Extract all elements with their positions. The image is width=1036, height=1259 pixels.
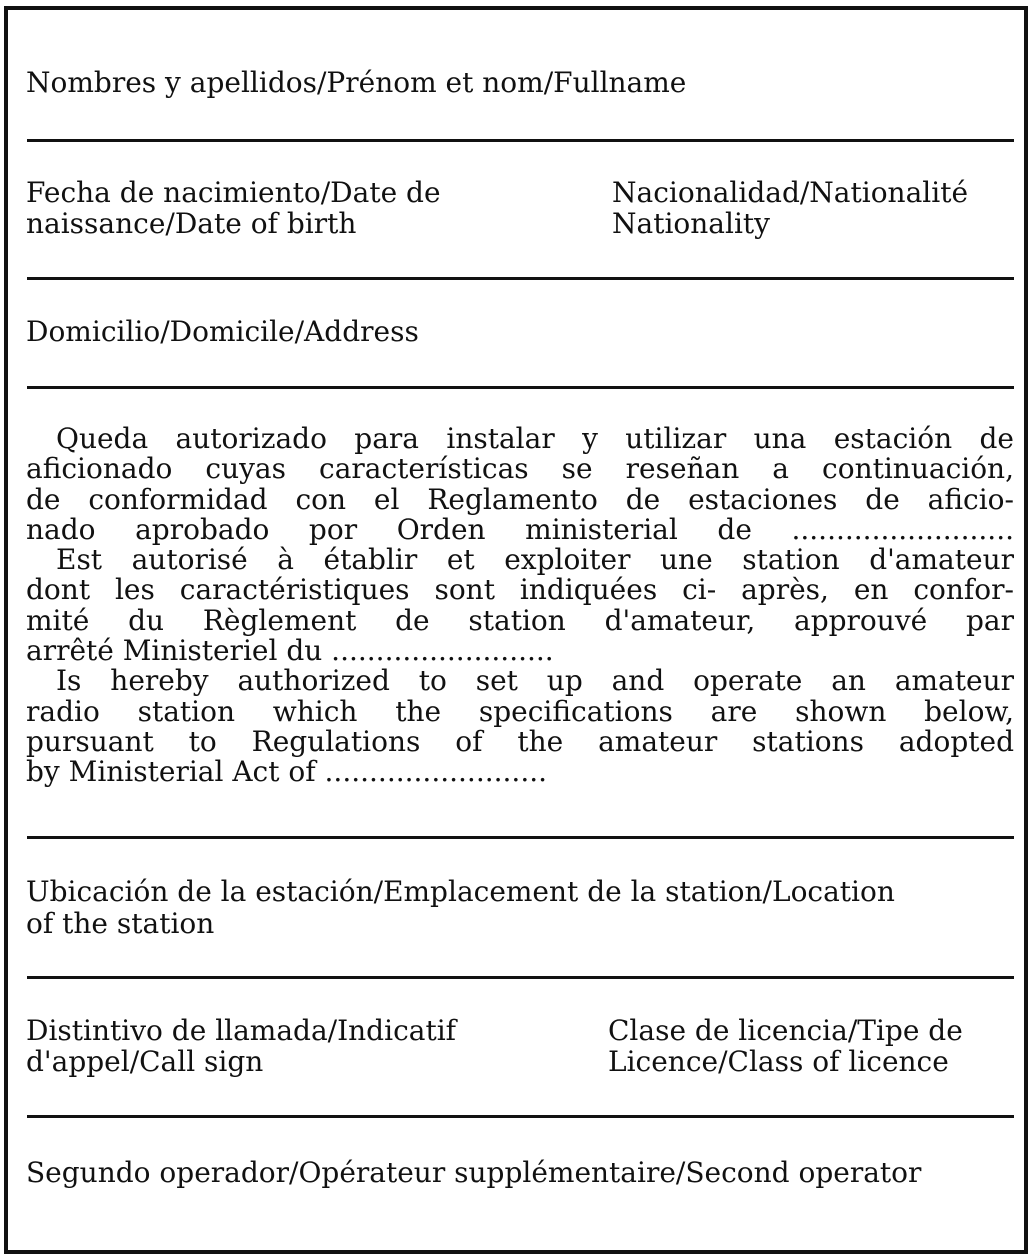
- divider: [27, 386, 1014, 389]
- address-label: Domicilio/Domicile/Address: [26, 315, 419, 348]
- date-of-birth-label-line2: naissance/Date of birth: [26, 207, 357, 240]
- call-sign-label-line1: Distintivo de llamada/Indicatif: [26, 1014, 457, 1047]
- location-label-line2: of the station: [26, 907, 215, 940]
- authorization-fr-line: mité du Règlement de station d'amateur, approuvé par: [26, 603, 1014, 637]
- authorization-fr-line: dont les caractéristiques sont indiquées ci- après, en confor-: [26, 573, 1014, 607]
- authorization-es-line: de conformidad con el Reglamento de estaciones de aficio-: [26, 482, 1014, 516]
- authorization-es-line: nado aprobado por Orden ministerial de .........................: [26, 512, 1014, 546]
- authorization-en-line: pursuant to Regulations of the amateur stations adopted: [26, 724, 1014, 758]
- call-sign-label-line2: d'appel/Call sign: [26, 1045, 264, 1078]
- authorization-en-line: by Ministerial Act of .........................: [26, 755, 548, 788]
- authorization-en-line: radio station which the specifications are shown below,: [26, 694, 1014, 728]
- authorization-fr-line: arrêté Ministeriel du .........................: [26, 634, 554, 668]
- divider: [27, 277, 1014, 280]
- authorization-text: [26, 424, 1014, 788]
- authorization-en-line: Is hereby authorized to set up and operate an amateur: [56, 664, 1014, 698]
- nationality-label-line1: Nacionalidad/Nationalité: [612, 176, 969, 209]
- divider: [27, 836, 1014, 839]
- date-of-birth-label-line1: Fecha de nacimiento/Date de: [26, 176, 441, 209]
- licence-class-label-line2: Licence/Class of licence: [608, 1045, 949, 1078]
- authorization-es-line: aficionado cuyas características se reseñan a continuación,: [26, 452, 1014, 486]
- nationality-label-line2: Nationality: [612, 207, 770, 240]
- divider: [27, 976, 1014, 979]
- authorization-fr-line: Est autorisé à établir et exploiter une station d'amateur: [56, 543, 1014, 577]
- divider: [27, 139, 1014, 142]
- second-operator-label: Segundo operador/Opérateur supplémentaire/Second operator: [26, 1156, 922, 1189]
- licence-class-label-line1: Clase de licencia/Tipe de: [608, 1014, 963, 1047]
- full-name-label: Nombres y apellidos/Prénom et nom/Fullname: [26, 66, 687, 99]
- location-label-line1: Ubicación de la estación/Emplacement de la station/Location: [26, 875, 895, 908]
- authorization-es-line: Queda autorizado para instalar y utilizar una estación de: [56, 424, 1014, 455]
- divider: [27, 1115, 1014, 1118]
